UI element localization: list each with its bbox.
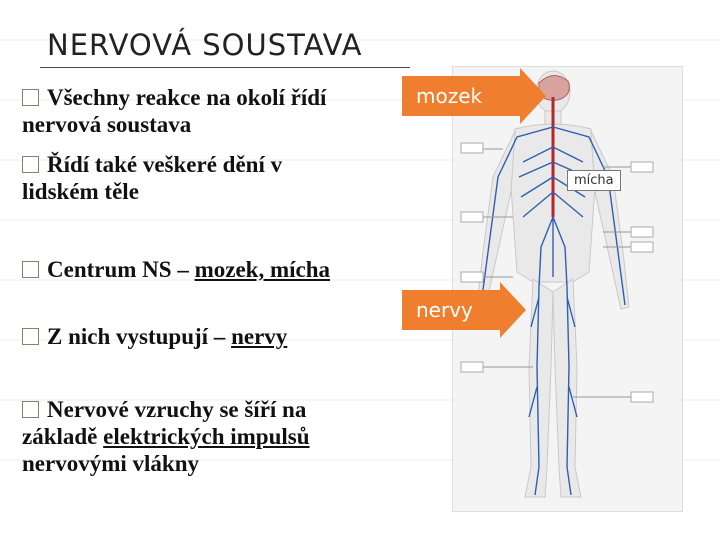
- bullet-item: Centrum NS – mozek, mícha: [22, 256, 352, 283]
- bullet-item: Všechny reakce na okolí řídí nervová soustava: [22, 85, 327, 137]
- checkbox-bullet-icon: [22, 261, 39, 278]
- arrow-right-icon: [520, 68, 546, 124]
- bullet-item: Z nich vystupují – nervy: [22, 323, 362, 350]
- bullet-item: Nervové vzruchy se šíří na základě elektrických impulsů nervovými vlákny: [22, 397, 310, 476]
- label-micha: mícha: [567, 170, 621, 191]
- link-nervy: nervy: [231, 324, 288, 349]
- slide-title: NERVOVÁ SOUSTAVA: [47, 28, 363, 62]
- checkbox-bullet-icon: [22, 401, 39, 418]
- checkbox-bullet-icon: [22, 89, 39, 106]
- human-nervous-system-illustration: [453, 67, 682, 511]
- link-elektricke-impulsy: elektrických impulsů: [103, 424, 310, 449]
- callout-mozek: mozek: [402, 76, 520, 116]
- title-underline: [40, 67, 410, 68]
- bullet-item: Řídí také veškeré dění v lidském těle: [22, 152, 283, 204]
- nervous-system-figure: [452, 66, 683, 512]
- link-mozek-micha: mozek, mícha: [194, 257, 331, 282]
- checkbox-bullet-icon: [22, 156, 39, 173]
- arrow-right-icon: [500, 282, 526, 338]
- callout-nervy: nervy: [402, 290, 500, 330]
- checkbox-bullet-icon: [22, 328, 39, 345]
